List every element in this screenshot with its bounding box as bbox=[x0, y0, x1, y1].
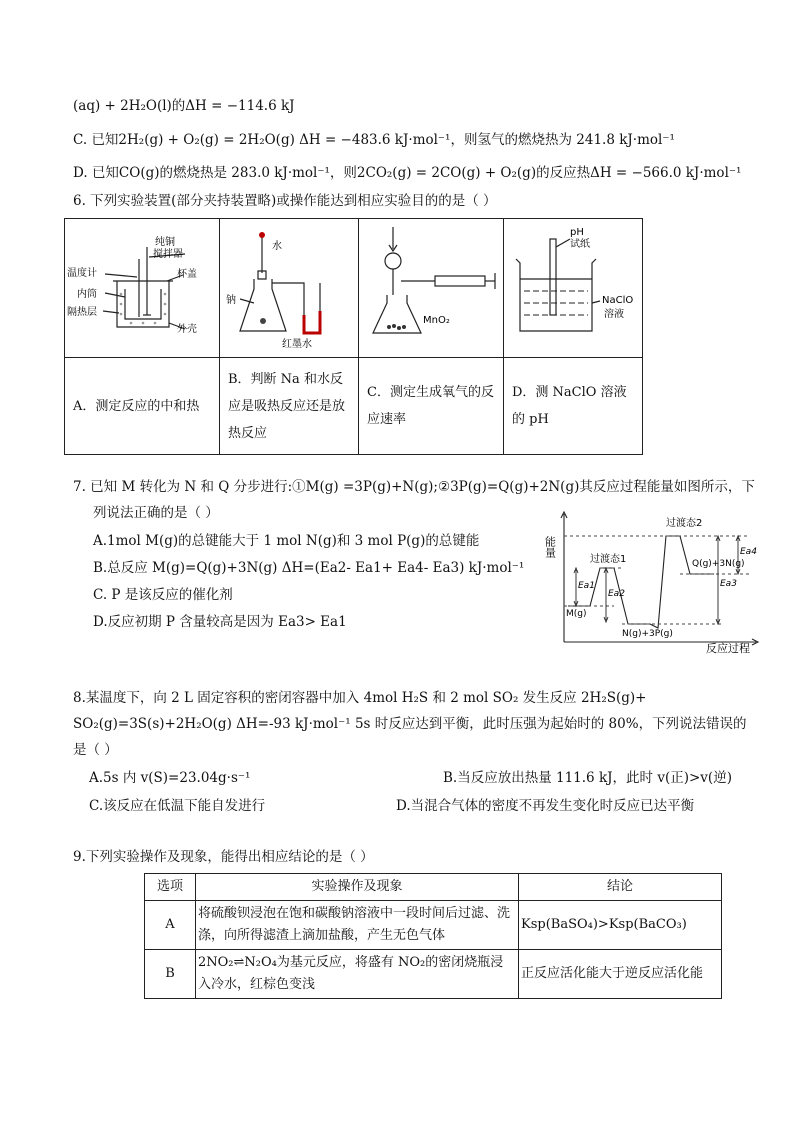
header-option: 选项 bbox=[145, 874, 196, 901]
q5-option-d-label: D. bbox=[73, 165, 88, 181]
q9-stem: 9.下列实验操作及现象，能得出相应结论的是（ ） bbox=[73, 849, 374, 865]
q6-option-b: B．判断 Na 和水反应是吸热反应还是放热反应 bbox=[220, 358, 359, 455]
ea1-label: Ea1 bbox=[578, 581, 595, 591]
np-label: N(g)+3P(g) bbox=[622, 629, 673, 639]
q7-energy-diagram bbox=[542, 510, 786, 656]
label-pure-copper: 纯铜 bbox=[155, 237, 175, 248]
label-inner-cup: 内筒 bbox=[77, 289, 97, 300]
ph-paper-diagram bbox=[504, 219, 642, 353]
q5-option-d bbox=[73, 164, 741, 182]
table-row bbox=[145, 950, 722, 999]
row-b-operation: 2NO₂⇌N₂O₄为基元反应，将盛有 NO₂的密闭烧瓶浸入冷水，红棕色变浅 bbox=[196, 950, 519, 999]
qn-label: Q(g)+3N(g) bbox=[692, 559, 745, 569]
label-water: 水 bbox=[272, 241, 282, 252]
label-naclo: NaClO bbox=[602, 295, 634, 306]
table-header-row bbox=[145, 874, 722, 901]
q6-stem: 6. 下列实验装置(部分夹持装置略)或操作能达到相应实验目的的是（ ） bbox=[73, 193, 497, 209]
q6-figure-a bbox=[65, 219, 220, 358]
ts1-label: 过渡态1 bbox=[590, 554, 627, 565]
label-shell: 外壳 bbox=[177, 324, 197, 335]
q8-option-b: B.当反应放出热量 111.6 kJ，此时 v(正)>v(逆) bbox=[443, 770, 732, 786]
label-stirrer: 搅拌器 bbox=[153, 249, 183, 260]
table-row bbox=[145, 901, 722, 950]
label-test-paper: 试纸 bbox=[570, 239, 590, 250]
q6-option-d: D．测 NaClO 溶液的 pH bbox=[504, 358, 643, 455]
x-axis-label: 反应过程 bbox=[706, 642, 750, 655]
q7-option-b: B.总反应 M(g)=Q(g)+3N(g) ΔH=(Ea2- Ea1+ Ea4- Ea3) kJ·mol⁻¹ bbox=[93, 560, 525, 576]
label-red-ink: 红墨水 bbox=[282, 339, 312, 350]
header-operation: 实验操作及现象 bbox=[196, 874, 519, 901]
q5-option-c-text: 已知2H₂(g) + O₂(g) = 2H₂O(g) ΔH = −483.6 kJ·mol⁻¹，则氢气的燃烧热为 241.8 kJ·mol⁻¹ bbox=[91, 132, 675, 148]
q8-option-a: A.5s 内 v(S)=23.04g·s⁻¹ bbox=[89, 770, 251, 786]
q8-option-c: C.该反应在低温下能自发进行 bbox=[89, 798, 266, 814]
row-a-option: A bbox=[145, 901, 196, 950]
q8-option-d: D.当混合气体的密度不再发生变化时反应已达平衡 bbox=[396, 798, 695, 814]
row-a-conclusion: Ksp(BaSO₄)>Ksp(BaCO₃) bbox=[519, 901, 722, 950]
label-solution: 溶液 bbox=[604, 309, 624, 320]
q7-option-a: A.1mol M(g)的总键能大于 1 mol N(g)和 3 mol P(g)的总键能 bbox=[93, 533, 480, 549]
q6-figure-b bbox=[220, 219, 359, 358]
dropper-bulb bbox=[259, 232, 265, 238]
q8-stem-3: 是（ ） bbox=[73, 742, 118, 758]
q6-option-c: C．测定生成氧气的反应速率 bbox=[359, 358, 504, 455]
label-mno2: MnO₂ bbox=[423, 315, 450, 326]
calorimeter-diagram bbox=[65, 219, 219, 353]
label-thermometer: 温度计 bbox=[67, 268, 97, 279]
sodium-water-diagram bbox=[220, 219, 358, 353]
ts2-label: 过渡态2 bbox=[666, 518, 703, 529]
label-ph: pH bbox=[570, 227, 584, 238]
row-a-operation: 将硫酸钡浸泡在饱和碳酸钠溶液中一段时间后过滤、洗涤，向所得滤渣上滴加盐酸，产生无色气体 bbox=[196, 901, 519, 950]
q6-option-a: A．测定反应的中和热 bbox=[65, 358, 220, 455]
q7-option-c: C. P 是该反应的催化剂 bbox=[93, 587, 233, 603]
row-b-option: B bbox=[145, 950, 196, 999]
q5-option-c-label: C. bbox=[73, 132, 88, 148]
q7-option-d: D.反应初期 P 含量较高是因为 Ea3> Ea1 bbox=[93, 614, 347, 630]
q7-stem-1: 7. 已知 M 转化为 N 和 Q 分步进行:①M(g) =3P(g)+N(g);②3P(g)=Q(g)+2N(g)其反应过程能量如图所示，下 bbox=[73, 479, 755, 495]
m-label: M(g) bbox=[566, 609, 587, 619]
q5-line-b-tail: (aq) + 2H₂O(l)的ΔH = −114.6 kJ bbox=[73, 98, 295, 114]
label-sodium: 钠 bbox=[226, 295, 236, 306]
q7-stem-2: 列说法正确的是（ ） bbox=[93, 505, 219, 521]
label-lid: 杯盖 bbox=[177, 269, 197, 280]
q8-stem-1: 8.某温度下，向 2 L 固定容积的密闭容器中加入 4mol H₂S 和 2 mol SO₂ 发生反应 2H₂S(g)+ bbox=[73, 690, 647, 706]
ea4-label: Ea4 bbox=[740, 547, 757, 557]
q6-figure-c bbox=[359, 219, 504, 358]
q8-stem-2: SO₂(g)=3S(s)+2H₂O(g) ΔH=-93 kJ·mol⁻¹ 5s 时反应达到平衡，此时压强为起始时的 80%，下列说法错误的 bbox=[73, 716, 747, 732]
label-insulation: 隔热层 bbox=[67, 307, 97, 318]
header-conclusion: 结论 bbox=[519, 874, 722, 901]
ea3-label: Ea3 bbox=[720, 579, 737, 589]
y-axis-label: 能量 bbox=[543, 536, 557, 558]
q5-option-c bbox=[73, 131, 675, 149]
q9-table bbox=[144, 873, 722, 999]
q5-option-d-text: 已知CO(g)的燃烧热是 283.0 kJ·mol⁻¹，则2CO₂(g) = 2CO(g) + O₂(g)的反应热ΔH = −566.0 kJ·mol⁻¹ bbox=[91, 165, 742, 181]
ea2-label: Ea2 bbox=[608, 589, 625, 599]
oxygen-rate-diagram bbox=[359, 219, 503, 353]
q6-apparatus-table bbox=[64, 218, 643, 455]
row-b-conclusion: 正反应活化能大于逆反应活化能 bbox=[519, 950, 722, 999]
q6-figure-d bbox=[504, 219, 643, 358]
